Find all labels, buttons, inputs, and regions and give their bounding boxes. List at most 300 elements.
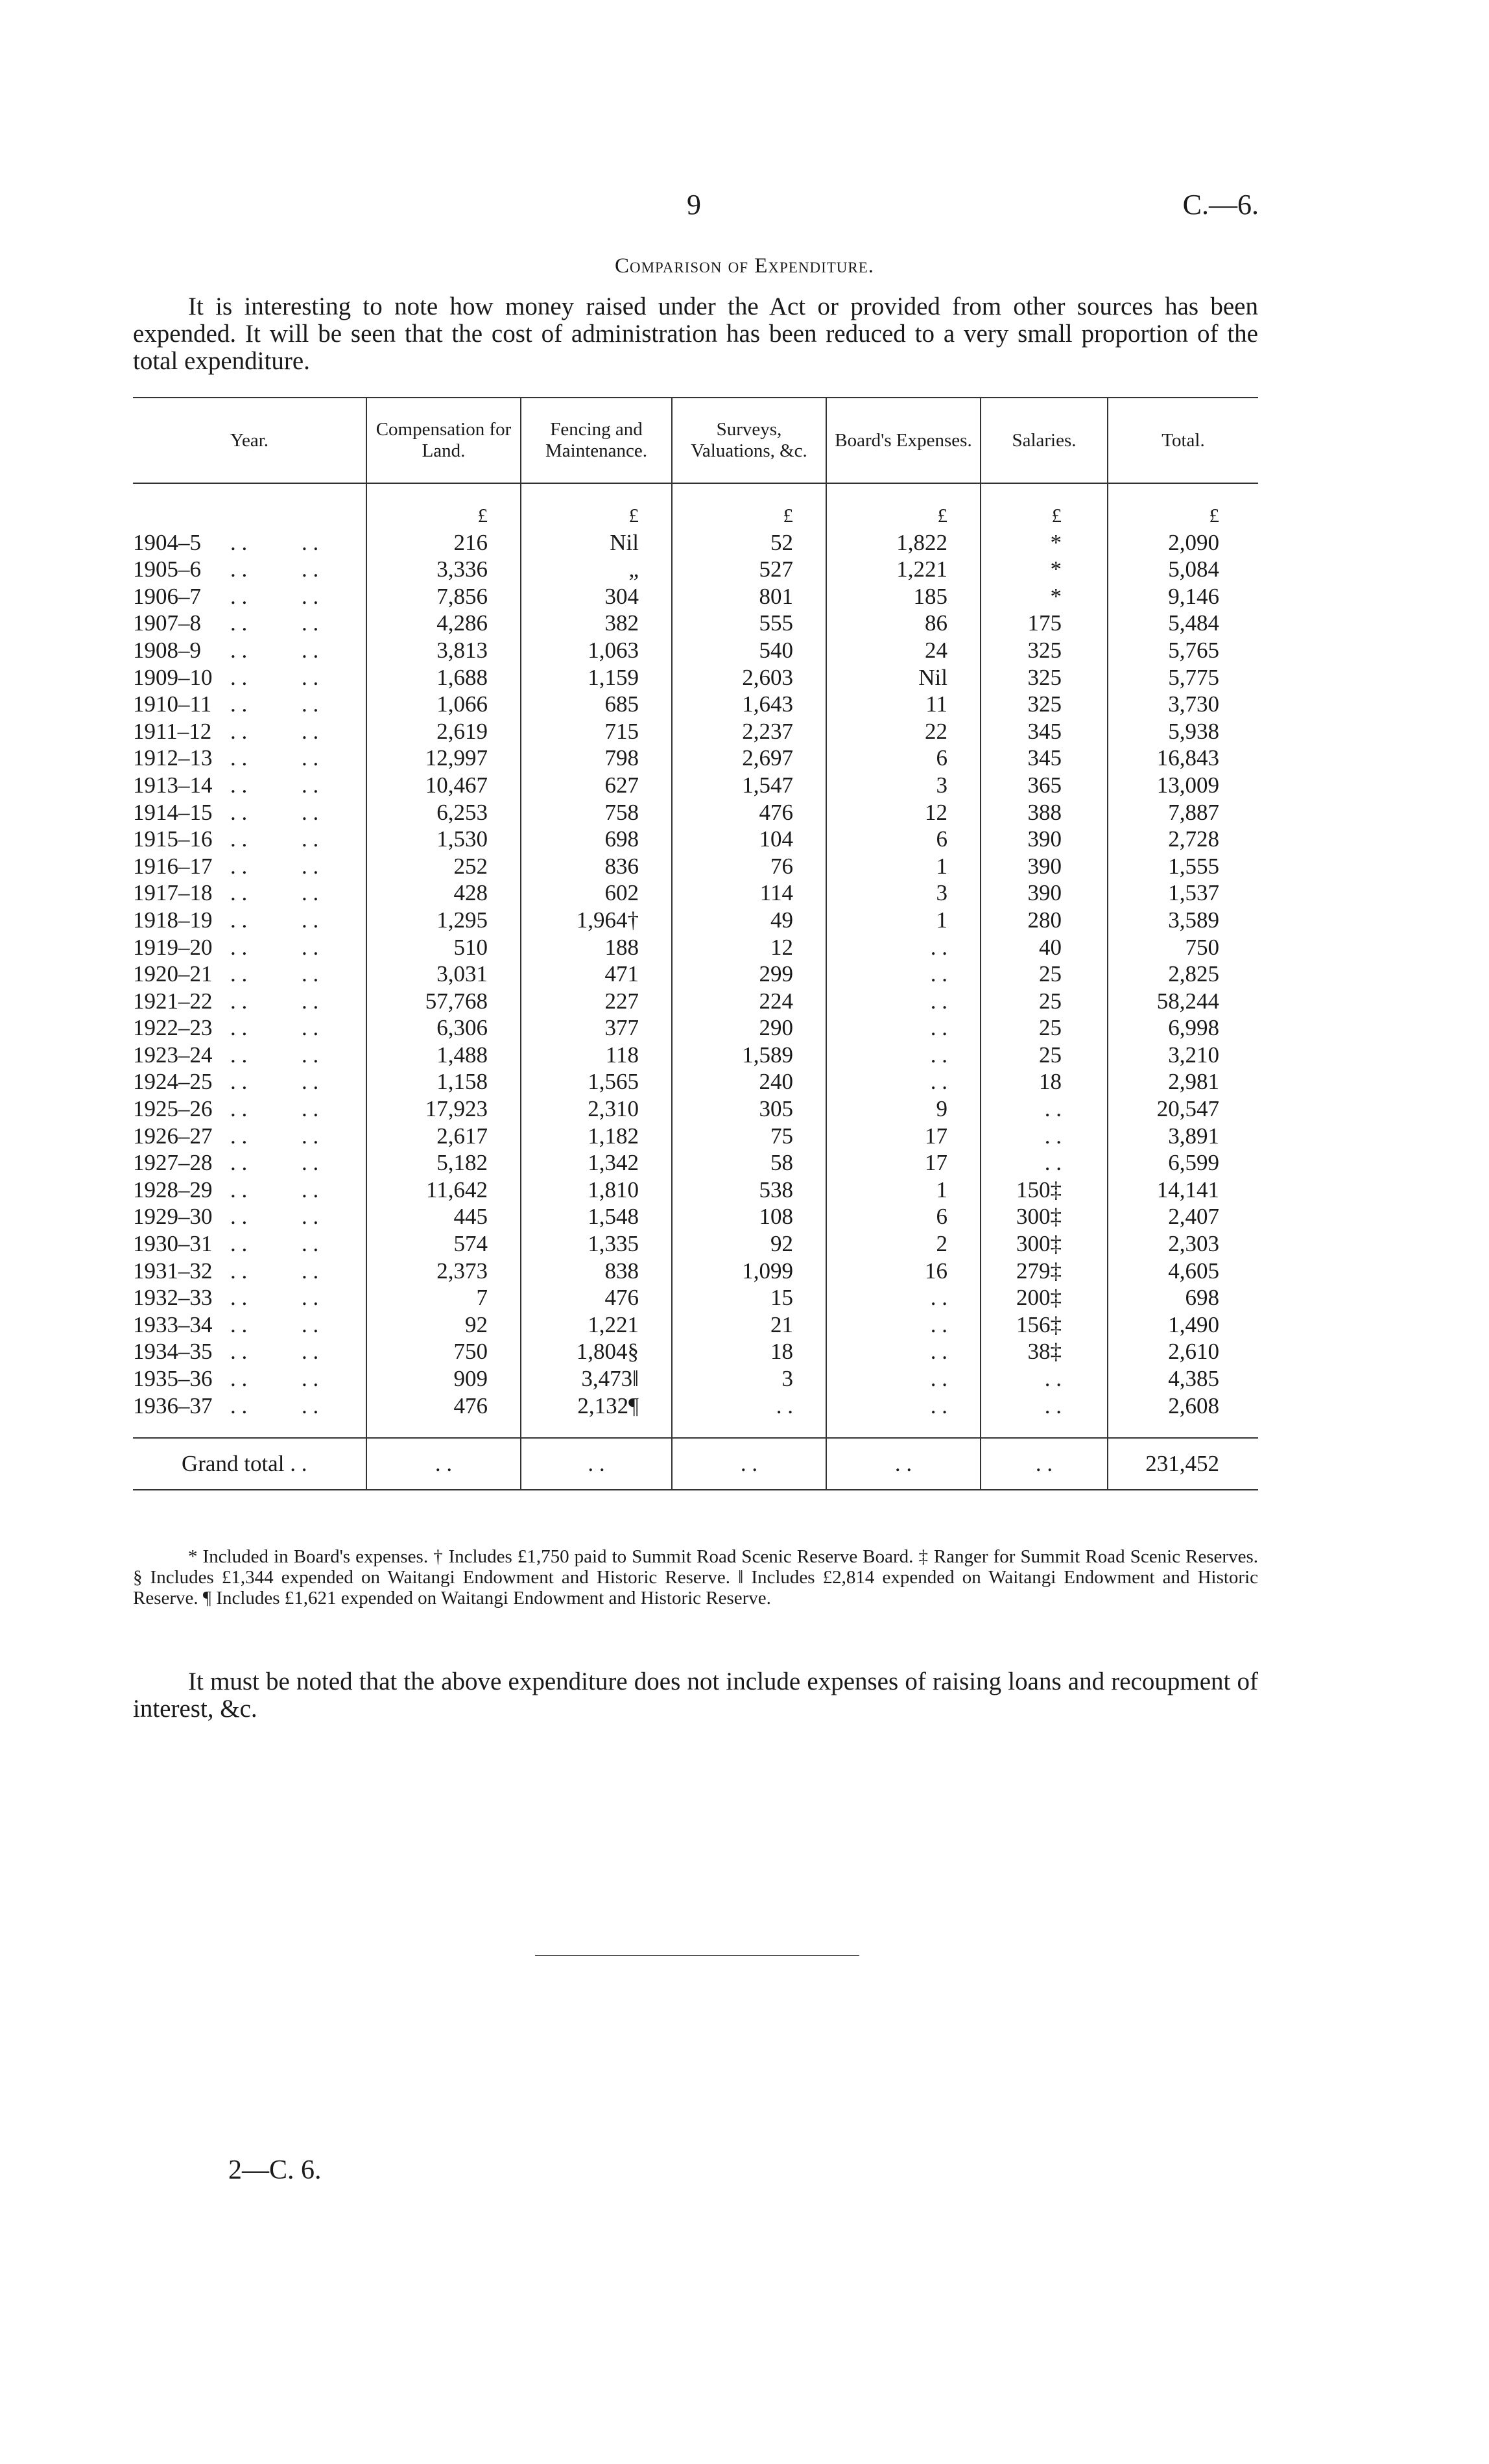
cell-total: 3,210	[1108, 1042, 1258, 1069]
cell-surveys: 1,547	[672, 772, 826, 799]
cell-compensation: 4,286	[366, 610, 521, 637]
cell-year	[133, 1123, 366, 1150]
cell-salaries: 345	[981, 745, 1108, 772]
cell-total: 6,599	[1108, 1149, 1258, 1177]
cell-surveys: 2,237	[672, 718, 826, 745]
grand-total-salaries: . .	[981, 1438, 1108, 1490]
cell-board: 11	[826, 691, 981, 718]
cell-board: 6	[826, 745, 981, 772]
cell-compensation: 2,619	[366, 718, 521, 745]
spacer-cell	[366, 1419, 521, 1438]
cell-fencing: Nil	[521, 529, 672, 556]
table-row	[133, 745, 1258, 772]
cell-board: . .	[826, 1042, 981, 1069]
spacer-cell	[521, 1419, 672, 1438]
section-title: Comparison of Expenditure.	[614, 254, 875, 278]
cell-compensation: 10,467	[366, 772, 521, 799]
leader-dots: . .	[302, 1231, 319, 1257]
grand-total-surveys: . .	[672, 1438, 826, 1490]
cell-board: . .	[826, 1014, 981, 1042]
leader-dots: . .	[230, 1366, 248, 1391]
table-row	[133, 583, 1258, 610]
year-label: 1906–7	[133, 583, 201, 609]
cell-fencing: 698	[521, 826, 672, 853]
leader-dots: . .	[230, 799, 248, 825]
cell-compensation: 445	[366, 1203, 521, 1230]
cell-total: 58,244	[1108, 988, 1258, 1015]
leader-dots: . .	[302, 529, 319, 555]
cell-surveys: 1,643	[672, 691, 826, 718]
cell-board: 16	[826, 1258, 981, 1285]
cell-surveys: 49	[672, 907, 826, 934]
cell-total: 3,891	[1108, 1123, 1258, 1150]
cell-salaries: 325	[981, 637, 1108, 664]
leader-dots: . .	[230, 1339, 248, 1365]
cell-surveys: 92	[672, 1230, 826, 1258]
leader-dots: . .	[230, 1285, 248, 1311]
leader-dots: . .	[230, 1015, 248, 1041]
cell-salaries: 300‡	[981, 1203, 1108, 1230]
expenditure-table	[133, 397, 1258, 1490]
cell-board: 9	[826, 1095, 981, 1123]
cell-year	[133, 799, 366, 826]
cell-surveys: 18	[672, 1338, 826, 1365]
table-row	[133, 853, 1258, 880]
intro-paragraph: It is interesting to note how money raised under the Act or provided from other sources has been expended. It will be seen that the cost of administration has been reduced to a very small proportion of the total expenditure.	[133, 293, 1258, 375]
year-label: 1916–17	[133, 853, 213, 879]
cell-compensation: 1,158	[366, 1068, 521, 1095]
cell-year	[133, 1095, 366, 1123]
header-year: Year.	[230, 429, 269, 451]
table-row	[133, 1338, 1258, 1365]
cell-salaries: 345	[981, 718, 1108, 745]
cell-board: . .	[826, 1284, 981, 1311]
cell-compensation: 1,066	[366, 691, 521, 718]
year-label: 1915–16	[133, 826, 213, 852]
cell-salaries: . .	[981, 1365, 1108, 1393]
cell-surveys: . .	[672, 1393, 826, 1420]
table-row	[133, 1123, 1258, 1150]
cell-total: 16,843	[1108, 745, 1258, 772]
cell-board: . .	[826, 1311, 981, 1339]
leader-dots: . .	[230, 556, 248, 582]
year-label: 1905–6	[133, 556, 201, 582]
cell-fencing: 836	[521, 853, 672, 880]
cell-board: 24	[826, 637, 981, 664]
spacer-cell	[672, 1419, 826, 1438]
cell-salaries: 325	[981, 664, 1108, 691]
cell-fencing: 1,804§	[521, 1338, 672, 1365]
year-label: 1929–30	[133, 1204, 213, 1230]
table-row	[133, 1042, 1258, 1069]
cell-surveys: 2,603	[672, 664, 826, 691]
cell-compensation: 252	[366, 853, 521, 880]
grand-total-label: Grand total	[182, 1451, 285, 1477]
leader-dots: . .	[230, 961, 248, 987]
cell-compensation: 428	[366, 879, 521, 907]
year-label: 1934–35	[133, 1339, 213, 1365]
unit-salaries: £	[981, 502, 1108, 529]
cell-surveys: 2,697	[672, 745, 826, 772]
cell-total: 1,537	[1108, 879, 1258, 907]
table-row	[133, 934, 1258, 961]
table-row	[133, 907, 1258, 934]
cell-compensation: 909	[366, 1365, 521, 1393]
cell-salaries: 390	[981, 853, 1108, 880]
cell-fencing: 227	[521, 988, 672, 1015]
leader-dots: . .	[230, 583, 248, 609]
cell-compensation: 12,997	[366, 745, 521, 772]
cell-compensation: 3,813	[366, 637, 521, 664]
leader-dots: . .	[230, 1042, 248, 1068]
cell-board: . .	[826, 1338, 981, 1365]
cell-compensation: 17,923	[366, 1095, 521, 1123]
cell-total: 2,981	[1108, 1068, 1258, 1095]
cell-salaries: . .	[981, 1149, 1108, 1177]
closing-note: It must be noted that the above expenditure does not include expenses of raising loans and recoupment of interest, &c.	[133, 1668, 1258, 1723]
grand-total-board: . .	[826, 1438, 981, 1490]
cell-salaries: 175	[981, 610, 1108, 637]
cell-board: 1	[826, 1177, 981, 1204]
cell-compensation: 1,530	[366, 826, 521, 853]
leader-dots: . .	[230, 1231, 248, 1257]
leader-dots: . .	[230, 1177, 248, 1202]
year-label: 1917–18	[133, 880, 213, 906]
year-label: 1932–33	[133, 1285, 213, 1311]
cell-compensation: 6,306	[366, 1014, 521, 1042]
year-label: 1911–12	[133, 718, 212, 744]
leader-dots: . .	[230, 610, 248, 636]
cell-salaries: 25	[981, 1042, 1108, 1069]
cell-salaries: *	[981, 529, 1108, 556]
cell-fencing: „	[521, 556, 672, 583]
cell-board: . .	[826, 988, 981, 1015]
leader-dots: . .	[302, 610, 319, 636]
cell-salaries: 280	[981, 907, 1108, 934]
table-row	[133, 718, 1258, 745]
table-row	[133, 610, 1258, 637]
cell-compensation: 5,182	[366, 1149, 521, 1177]
cell-surveys: 108	[672, 1203, 826, 1230]
leader-dots: . .	[302, 1069, 319, 1095]
cell-year	[133, 1393, 366, 1420]
cell-fencing: 382	[521, 610, 672, 637]
table-row	[133, 556, 1258, 583]
table-row	[133, 637, 1258, 664]
table-row	[133, 1393, 1258, 1420]
cell-total: 20,547	[1108, 1095, 1258, 1123]
table-row	[133, 799, 1258, 826]
cell-fencing: 1,548	[521, 1203, 672, 1230]
cell-year	[133, 826, 366, 853]
leader-dots: . .	[230, 1069, 248, 1095]
cell-fencing: 1,159	[521, 664, 672, 691]
cell-total: 1,490	[1108, 1311, 1258, 1339]
signature-reference: 2—C. 6.	[228, 2155, 322, 2185]
cell-fencing: 471	[521, 961, 672, 988]
cell-board: . .	[826, 961, 981, 988]
leader-dots: . .	[230, 691, 248, 717]
cell-compensation: 2,617	[366, 1123, 521, 1150]
cell-salaries: 25	[981, 961, 1108, 988]
cell-board: Nil	[826, 664, 981, 691]
leader-dots: . .	[302, 556, 319, 582]
cell-year	[133, 934, 366, 961]
year-label: 1931–32	[133, 1258, 213, 1284]
year-label: 1904–5	[133, 529, 201, 555]
cell-board: . .	[826, 1068, 981, 1095]
cell-board: 1	[826, 853, 981, 880]
table-body	[133, 483, 1258, 1438]
year-label: 1912–13	[133, 745, 213, 771]
divider-rule	[535, 1955, 859, 1956]
year-label: 1910–11	[133, 691, 212, 717]
cell-salaries: 365	[981, 772, 1108, 799]
leader-dots: . .	[230, 1393, 248, 1418]
year-label: 1926–27	[133, 1123, 213, 1149]
spacer-cell	[826, 1419, 981, 1438]
leader-dots: . .	[302, 1123, 319, 1149]
cell-salaries: 388	[981, 799, 1108, 826]
grand-total-value: 231,452	[1108, 1438, 1258, 1490]
cell-board: 17	[826, 1149, 981, 1177]
leader-dots: . .	[230, 1311, 248, 1337]
cell-surveys: 290	[672, 1014, 826, 1042]
cell-surveys: 240	[672, 1068, 826, 1095]
cell-total: 2,728	[1108, 826, 1258, 853]
cell-year	[133, 556, 366, 583]
cell-year	[133, 907, 366, 934]
cell-year	[133, 879, 366, 907]
cell-compensation: 3,031	[366, 961, 521, 988]
cell-total: 3,589	[1108, 907, 1258, 934]
year-label: 1923–24	[133, 1042, 213, 1068]
leader-dots: . .	[230, 1123, 248, 1149]
cell-salaries: 390	[981, 826, 1108, 853]
header-total: Total.	[1108, 398, 1258, 483]
cell-compensation: 1,488	[366, 1042, 521, 1069]
table-row	[133, 826, 1258, 853]
leader-dots: . .	[230, 745, 248, 771]
leader-dots: . .	[302, 1258, 319, 1284]
cell-surveys: 476	[672, 799, 826, 826]
leader-dots: . .	[230, 1258, 248, 1284]
leader-dots: . .	[302, 1285, 319, 1311]
cell-year	[133, 1149, 366, 1177]
cell-surveys: 3	[672, 1365, 826, 1393]
leader-dots: . .	[302, 745, 319, 771]
cell-fencing: 304	[521, 583, 672, 610]
leader-dots: . .	[302, 1177, 319, 1202]
cell-total: 4,605	[1108, 1258, 1258, 1285]
leader-dots: . .	[230, 664, 248, 690]
cell-salaries: 325	[981, 691, 1108, 718]
cell-board: . .	[826, 1393, 981, 1420]
cell-salaries: 279‡	[981, 1258, 1108, 1285]
cell-total: 2,303	[1108, 1230, 1258, 1258]
cell-fencing: 758	[521, 799, 672, 826]
unit-total: £	[1108, 502, 1258, 529]
leader-dots: . .	[302, 826, 319, 852]
leader-dots: . .	[230, 1150, 248, 1176]
cell-surveys: 540	[672, 637, 826, 664]
cell-salaries: 300‡	[981, 1230, 1108, 1258]
leader-dots: . .	[302, 1204, 319, 1230]
cell-fencing: 838	[521, 1258, 672, 1285]
leader-dots: . .	[230, 1204, 248, 1230]
cell-fencing: 2,132¶	[521, 1393, 672, 1420]
cell-year	[133, 1230, 366, 1258]
year-label: 1907–8	[133, 610, 201, 636]
cell-total: 698	[1108, 1284, 1258, 1311]
cell-salaries: 25	[981, 1014, 1108, 1042]
header-surveys: Surveys, Valuations, &c.	[672, 398, 826, 483]
cell-year	[133, 988, 366, 1015]
leader-dots: . .	[302, 1150, 319, 1176]
leader-dots: . .	[302, 907, 319, 933]
leader-dots: . .	[302, 799, 319, 825]
cell-fencing: 188	[521, 934, 672, 961]
cell-salaries: . .	[981, 1095, 1108, 1123]
table-footnotes: * Included in Board's expenses. † Includes £1,750 paid to Summit Road Scenic Reserve Board. ‡ Ranger for Summit Road Scenic Reserves. § Includes £1,344 expended on Waitangi Endowment and Historic Reserve. ‖ Includes £2,814 expended on Waitangi Endowment and Historic Reserve. ¶ Includes £1,621 expended on Waitangi Endowment and Historic Reserve.	[133, 1546, 1258, 1609]
leader-dots: . .	[302, 961, 319, 987]
cell-year	[133, 1284, 366, 1311]
year-label: 1925–26	[133, 1096, 213, 1122]
cell-compensation: 750	[366, 1338, 521, 1365]
leader-dots: . .	[230, 772, 248, 798]
header-salaries: Salaries.	[981, 398, 1108, 483]
year-label: 1922–23	[133, 1015, 213, 1041]
cell-fencing: 1,810	[521, 1177, 672, 1204]
year-label: 1913–14	[133, 772, 213, 798]
leader-dots: . .	[302, 691, 319, 717]
cell-fencing: 1,565	[521, 1068, 672, 1095]
year-label: 1928–29	[133, 1177, 213, 1202]
cell-surveys: 555	[672, 610, 826, 637]
page-number: 9	[687, 189, 701, 221]
year-label: 1908–9	[133, 637, 201, 663]
cell-year	[133, 691, 366, 718]
cell-total: 5,484	[1108, 610, 1258, 637]
table-row	[133, 1095, 1258, 1123]
cell-compensation: 1,295	[366, 907, 521, 934]
year-label: 1909–10	[133, 664, 213, 690]
leader-dots: . .	[302, 583, 319, 609]
table-row	[133, 1177, 1258, 1204]
cell-surveys: 75	[672, 1123, 826, 1150]
cell-total: 2,610	[1108, 1338, 1258, 1365]
cell-surveys: 114	[672, 879, 826, 907]
cell-board: 22	[826, 718, 981, 745]
leader-dots: . .	[230, 1096, 248, 1122]
table-row	[133, 664, 1258, 691]
year-label: 1935–36	[133, 1366, 213, 1391]
leader-dots: . .	[230, 853, 248, 879]
cell-total: 4,385	[1108, 1365, 1258, 1393]
cell-surveys: 299	[672, 961, 826, 988]
unit-surveys: £	[672, 502, 826, 529]
cell-board: 3	[826, 879, 981, 907]
cell-board: 1,822	[826, 529, 981, 556]
cell-fencing: 1,221	[521, 1311, 672, 1339]
unit-board: £	[826, 502, 981, 529]
leader-dots: . .	[230, 826, 248, 852]
table-header-row	[133, 398, 1258, 483]
grand-total-compensation: . .	[366, 1438, 521, 1490]
cell-year	[133, 664, 366, 691]
cell-board: 1,221	[826, 556, 981, 583]
cell-fencing: 1,342	[521, 1149, 672, 1177]
cell-total: 5,938	[1108, 718, 1258, 745]
cell-year	[133, 1203, 366, 1230]
cell-surveys: 1,589	[672, 1042, 826, 1069]
cell-surveys: 104	[672, 826, 826, 853]
cell-compensation: 476	[366, 1393, 521, 1420]
cell-board: . .	[826, 934, 981, 961]
cell-year	[133, 1042, 366, 1069]
cell-total: 1,555	[1108, 853, 1258, 880]
cell-total: 2,608	[1108, 1393, 1258, 1420]
leader-dots: . .	[302, 1339, 319, 1365]
cell-fencing: 1,964†	[521, 907, 672, 934]
cell-total: 2,407	[1108, 1203, 1258, 1230]
year-label: 1936–37	[133, 1393, 213, 1418]
cell-compensation: 3,336	[366, 556, 521, 583]
leader-dots: . .	[302, 1042, 319, 1068]
cell-compensation: 6,253	[366, 799, 521, 826]
cell-salaries: 200‡	[981, 1284, 1108, 1311]
cell-surveys: 1,099	[672, 1258, 826, 1285]
leader-dots: . .	[302, 772, 319, 798]
cell-fencing: 685	[521, 691, 672, 718]
spacer-cell	[981, 1419, 1108, 1438]
cell-year	[133, 772, 366, 799]
cell-year	[133, 961, 366, 988]
cell-fencing: 798	[521, 745, 672, 772]
year-label: 1933–34	[133, 1311, 213, 1337]
cell-total: 5,084	[1108, 556, 1258, 583]
spacer-cell	[1108, 1419, 1258, 1438]
cell-board: 17	[826, 1123, 981, 1150]
cell-compensation: 216	[366, 529, 521, 556]
cell-surveys: 15	[672, 1284, 826, 1311]
year-label: 1927–28	[133, 1150, 213, 1176]
table-row	[133, 1311, 1258, 1339]
grand-total-row	[133, 1438, 1258, 1490]
document-reference: C.—6.	[1182, 189, 1259, 221]
leader-dots: . .	[302, 853, 319, 879]
table-row	[133, 1230, 1258, 1258]
cell-fencing: 3,473‖	[521, 1365, 672, 1393]
unit-compensation: £	[366, 502, 521, 529]
cell-total: 2,090	[1108, 529, 1258, 556]
cell-year	[133, 1177, 366, 1204]
cell-board: 2	[826, 1230, 981, 1258]
year-label: 1921–22	[133, 988, 213, 1014]
header-compensation: Compensation for Land.	[366, 398, 521, 483]
cell-fencing: 1,182	[521, 1123, 672, 1150]
cell-compensation: 1,688	[366, 664, 521, 691]
spacer-row	[133, 483, 1258, 502]
table-row	[133, 1258, 1258, 1285]
unit-fencing: £	[521, 502, 672, 529]
table-row	[133, 1149, 1258, 1177]
table-row	[133, 988, 1258, 1015]
cell-salaries: . .	[981, 1393, 1108, 1420]
leader-dots: . .	[302, 1096, 319, 1122]
cell-year	[133, 1365, 366, 1393]
table-row	[133, 1203, 1258, 1230]
